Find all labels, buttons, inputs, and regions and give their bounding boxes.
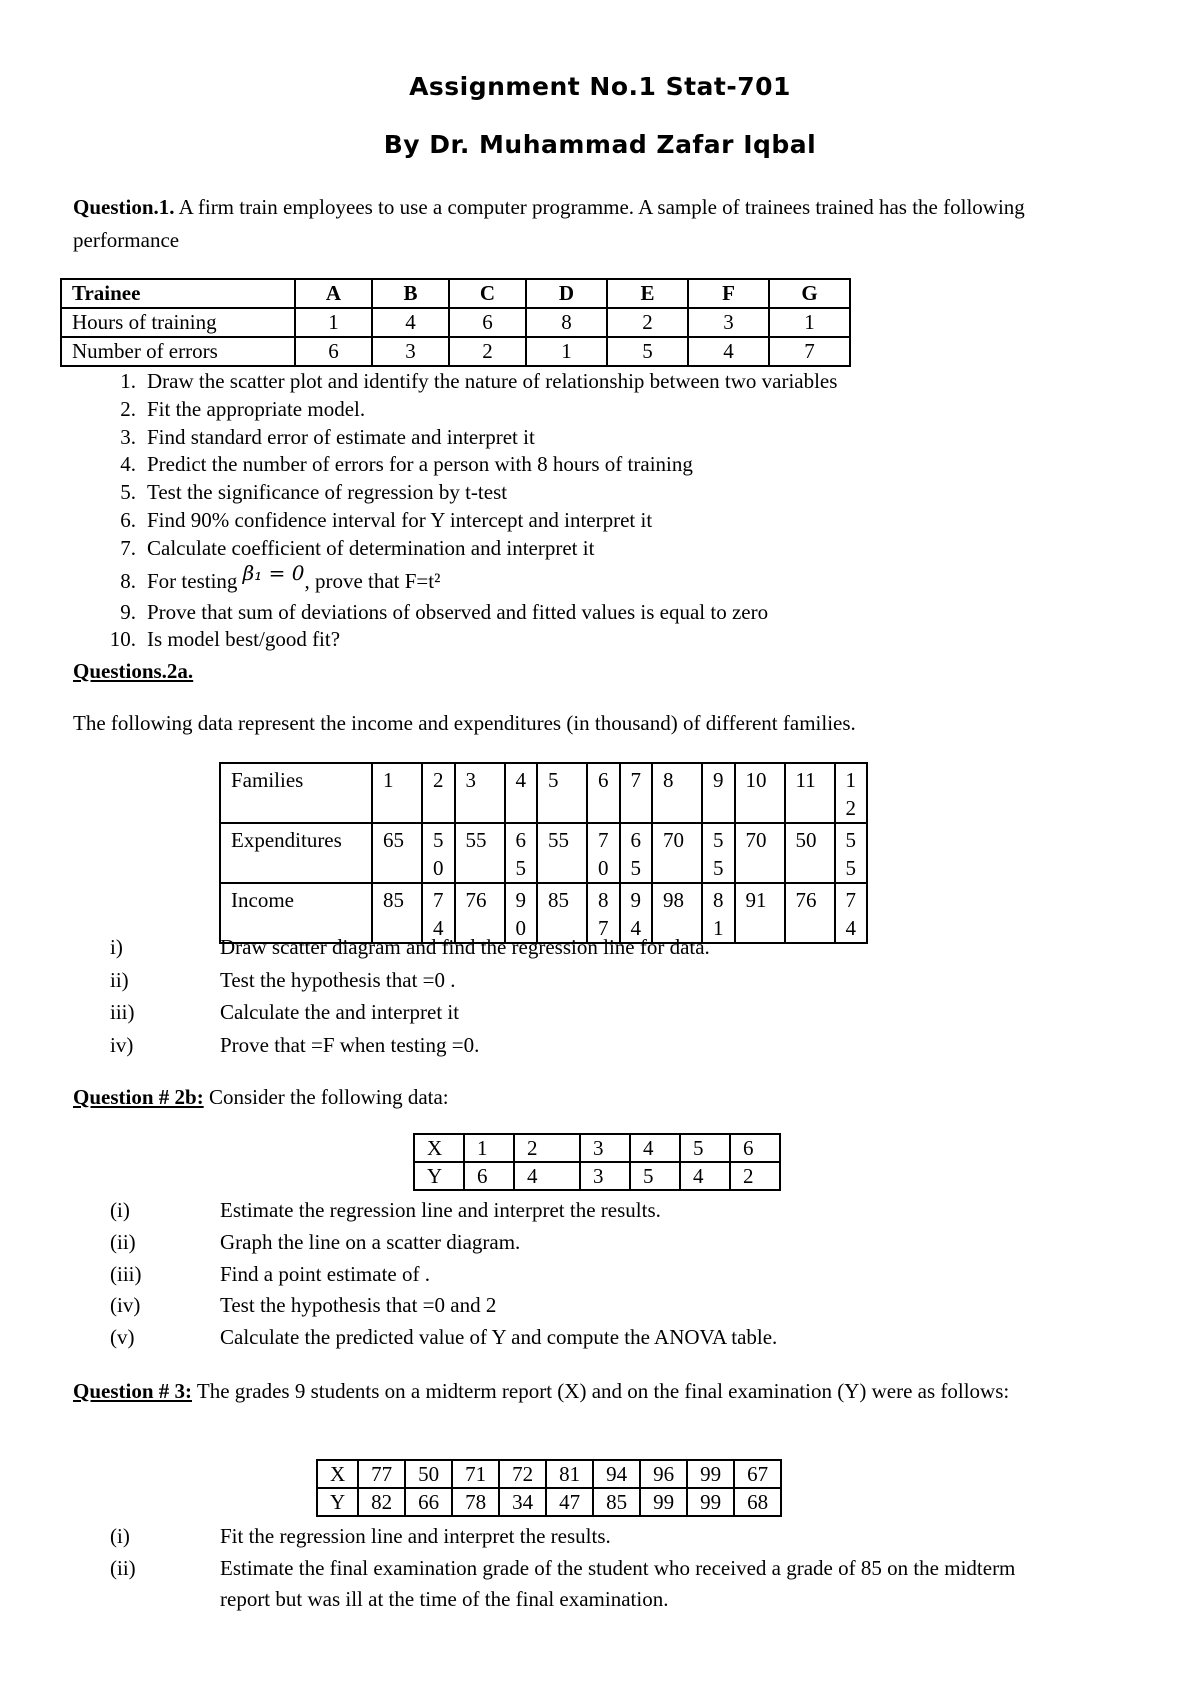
table-cell: 2 [422,763,455,823]
table-cell: 85 [372,883,422,943]
table-cell: 2 [449,337,526,366]
table-cell: 2 [607,308,688,337]
question-1-label: Question.1. [73,195,175,219]
table-cell: Families [220,763,372,823]
table-cell: 55 [702,823,735,883]
table-cell: 94 [593,1460,640,1488]
table-cell: 99 [687,1460,734,1488]
table-cell: 99 [640,1488,687,1516]
table-cell: 65 [620,823,653,883]
table-cell: 85 [593,1488,640,1516]
list-item: 8. For testing β₁ = 0, prove that F=t² [120,560,441,593]
table-row [220,823,867,883]
table-cell: 6 [449,308,526,337]
table-cell: 66 [405,1488,452,1516]
beta-one-equals-zero: β₁ = 0 [242,560,305,585]
table-cell: 81 [546,1460,593,1488]
table-cell: 70 [652,823,702,883]
table-cell: 2 [730,1162,780,1190]
table-cell: 68 [734,1488,781,1516]
table-cell: 10 [735,763,785,823]
table-cell: 6 [295,337,372,366]
list-item: 5. Test the significance of regression by t-test [120,480,508,505]
table-cell: 55 [835,823,868,883]
table-cell: 70 [587,823,620,883]
table-cell: 3 [455,763,505,823]
list-item: 4. Predict the number of errors for a person with 8 hours of training [120,452,693,477]
table-cell: 4 [372,308,449,337]
table-cell: 77 [358,1460,405,1488]
page-title: Assignment No.1 Stat-701 [409,72,791,101]
xy-table-2b [413,1133,781,1191]
table-cell: 90 [505,883,538,943]
table-header-row [61,279,850,308]
table-cell: 8 [526,308,607,337]
table-cell: 50 [422,823,455,883]
table-row [414,1162,780,1190]
table-cell: 9 [702,763,735,823]
table-cell: Number of errors [61,337,295,366]
table-cell: 6 [464,1162,514,1190]
list-item: 7. Calculate coefficient of determination and interpret it [120,535,595,560]
table-cell: A [295,279,372,308]
table-cell: 4 [688,337,769,366]
table-cell: 74 [422,883,455,943]
author-line: By Dr. Muhammad Zafar Iqbal [383,130,817,159]
table-cell: 4 [630,1134,680,1162]
question-3-intro: Question # 3: The grades 9 students on a midterm report (X) and on the final examination (Y) were as follows: [73,1379,1010,1403]
table-cell: 81 [702,883,735,943]
table-cell: 65 [505,823,538,883]
table-cell: 4 [514,1162,580,1190]
table-cell: 6 [730,1134,780,1162]
table-cell: C [449,279,526,308]
table-cell: G [769,279,850,308]
table-cell: 99 [687,1488,734,1516]
table-cell: D [526,279,607,308]
table-cell: 76 [455,883,505,943]
list-item: 2. Fit the appropriate model. [120,396,366,421]
table-cell: 78 [452,1488,499,1516]
table-cell: 85 [537,883,587,943]
question-1-tasks [96,368,837,654]
question-1-text: A firm train employees to use a computer programme. A sample of trainees trained has the following performance [73,195,1025,252]
table-cell: B [372,279,449,308]
table-cell: X [317,1460,358,1488]
table-row [414,1134,780,1162]
table-cell: 1 [464,1134,514,1162]
table-cell: 50 [405,1460,452,1488]
table-cell: 55 [455,823,505,883]
table-cell: 76 [785,883,835,943]
table-cell: 98 [652,883,702,943]
table-row [61,308,850,337]
table-row [317,1488,781,1516]
question-2a-label: Questions.2a. [73,659,194,683]
table-cell: 5 [630,1162,680,1190]
table-cell: 5 [537,763,587,823]
table-cell: 34 [499,1488,546,1516]
table-cell: 96 [640,1460,687,1488]
table-cell: 7 [769,337,850,366]
list-item: 6. Find 90% confidence interval for Y intercept and interpret it [120,507,653,532]
table-cell: 74 [835,883,868,943]
table-cell: 1 [295,308,372,337]
table-cell: 1 [372,763,422,823]
table-cell: 72 [499,1460,546,1488]
list-item: 9. Prove that sum of deviations of observed and fitted values is equal to zero [120,599,769,624]
table-cell: E [607,279,688,308]
table-cell: 4 [505,763,538,823]
table-cell: 3 [580,1134,630,1162]
table-cell: 7 [620,763,653,823]
list-item: 3. Find standard error of estimate and interpret it [120,424,535,449]
table-cell: 5 [680,1134,730,1162]
list-item: 10. Is model best/good fit? [109,627,341,652]
table-cell: 87 [587,883,620,943]
xy-table-3 [316,1459,782,1517]
question-2a-text: The following data represent the income and expenditures (in thousand) of different families. [73,711,856,735]
table-cell: Hours of training [61,308,295,337]
question-1-intro [73,191,1113,257]
table-cell: 8 [652,763,702,823]
table-cell: 3 [580,1162,630,1190]
table-cell: 1 [769,308,850,337]
table-cell: Y [414,1162,464,1190]
table-cell: 6 [587,763,620,823]
table-cell: 55 [537,823,587,883]
table-cell: Trainee [61,279,295,308]
table-cell: 11 [785,763,835,823]
table-cell: 4 [680,1162,730,1190]
table-cell: 47 [546,1488,593,1516]
table-cell: 3 [372,337,449,366]
table-cell: Expenditures [220,823,372,883]
trainee-table [60,278,851,367]
families-table [219,762,868,944]
list-item: 1. Draw the scatter plot and identify the nature of relationship between two variables [120,369,838,393]
table-cell: Y [317,1488,358,1516]
table-cell: X [414,1134,464,1162]
table-cell: 91 [735,883,785,943]
question-2b-intro: Question # 2b: Consider the following data: [73,1085,449,1109]
table-cell: 67 [734,1460,781,1488]
table-cell: 5 [607,337,688,366]
table-row [220,763,867,823]
table-row [317,1460,781,1488]
table-cell: 12 [835,763,868,823]
table-cell: F [688,279,769,308]
table-cell: 1 [526,337,607,366]
table-cell: 2 [514,1134,580,1162]
table-cell: 71 [452,1460,499,1488]
table-cell: 94 [620,883,653,943]
table-cell: 3 [688,308,769,337]
table-cell: 82 [358,1488,405,1516]
table-cell: 50 [785,823,835,883]
table-row [61,337,850,366]
table-cell: 70 [735,823,785,883]
table-cell: Income [220,883,372,943]
table-cell: 65 [372,823,422,883]
